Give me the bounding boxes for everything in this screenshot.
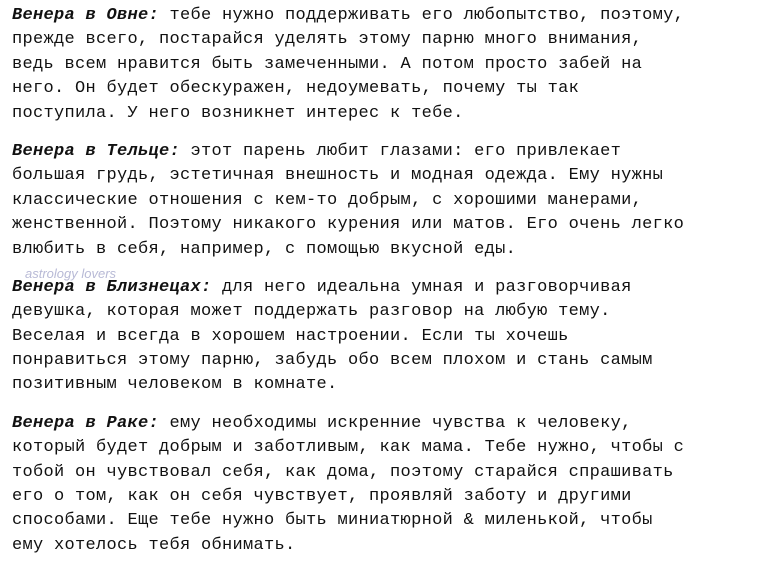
text-line: который будет добрым и заботливым, как мама. Тебе нужно, чтобы с (12, 438, 685, 458)
text-line (12, 412, 772, 436)
sign-heading: Венера в Тельце: (12, 141, 181, 161)
paragraph-venus-aries (12, 4, 772, 126)
text-line (12, 276, 772, 300)
text-line (12, 140, 772, 164)
paragraph-venus-cancer (12, 412, 772, 558)
watermark-text: astrology lovers (25, 266, 117, 281)
text-line: девушка, которая может поддержать разговор на любую тему. (12, 302, 611, 322)
text-line: женственной. Поэтому никакого курения или матов. Его очень легко (12, 215, 685, 235)
line-text: для него идеальна умная и разговорчивая (211, 277, 632, 297)
text-line: ему хотелось тебя обнимать. (12, 535, 296, 555)
text-line: тобой он чувствовал себя, как дома, поэтому старайся спрашивать (12, 462, 674, 482)
paragraph-venus-gemini (12, 276, 772, 398)
line-text: ему необходимы искренние чувства к человеку, (159, 413, 632, 433)
text-line: него. Он будет обескуражен, недоумевать, почему ты так (12, 79, 580, 99)
sign-heading: Венера в Близнецах: (12, 277, 212, 297)
text-line: влюбить в себя, например, с помощью вкусной еды. (12, 239, 517, 259)
text-line: классические отношения с кем-то добрым, с хорошими манерами, (12, 190, 643, 210)
text-line: поступила. У него возникнет интерес к тебе. (12, 103, 464, 123)
text-line: позитивным человеком в комнате. (12, 375, 338, 395)
line-text: тебе нужно поддерживать его любопытство, поэтому, (159, 6, 685, 25)
sign-heading: Венера в Раке: (12, 413, 160, 433)
text-line: способами. Еще тебе нужно быть миниатюрной & миленькой, чтобы (12, 511, 653, 531)
text-line: большая грудь, эстетичная внешность и модная одежда. Ему нужны (12, 166, 664, 186)
sign-heading: Венера в Овне: (12, 6, 160, 25)
paragraph-venus-taurus (12, 140, 772, 262)
text-line (12, 4, 772, 28)
text-line: прежде всего, постарайся уделять этому парню много внимания, (12, 30, 643, 50)
text-line: Веселая и всегда в хорошем настроении. Если ты хочешь (12, 326, 569, 346)
text-line: понравиться этому парню, забудь обо всем плохом и стань самым (12, 351, 653, 371)
horoscope-text-document (12, 4, 772, 572)
line-text: этот парень любит глазами: его привлекает (180, 141, 622, 161)
text-line: его о том, как он себя чувствует, проявляй заботу и другими (12, 487, 632, 507)
text-line: ведь всем нравится быть замеченными. А потом просто забей на (12, 54, 643, 74)
